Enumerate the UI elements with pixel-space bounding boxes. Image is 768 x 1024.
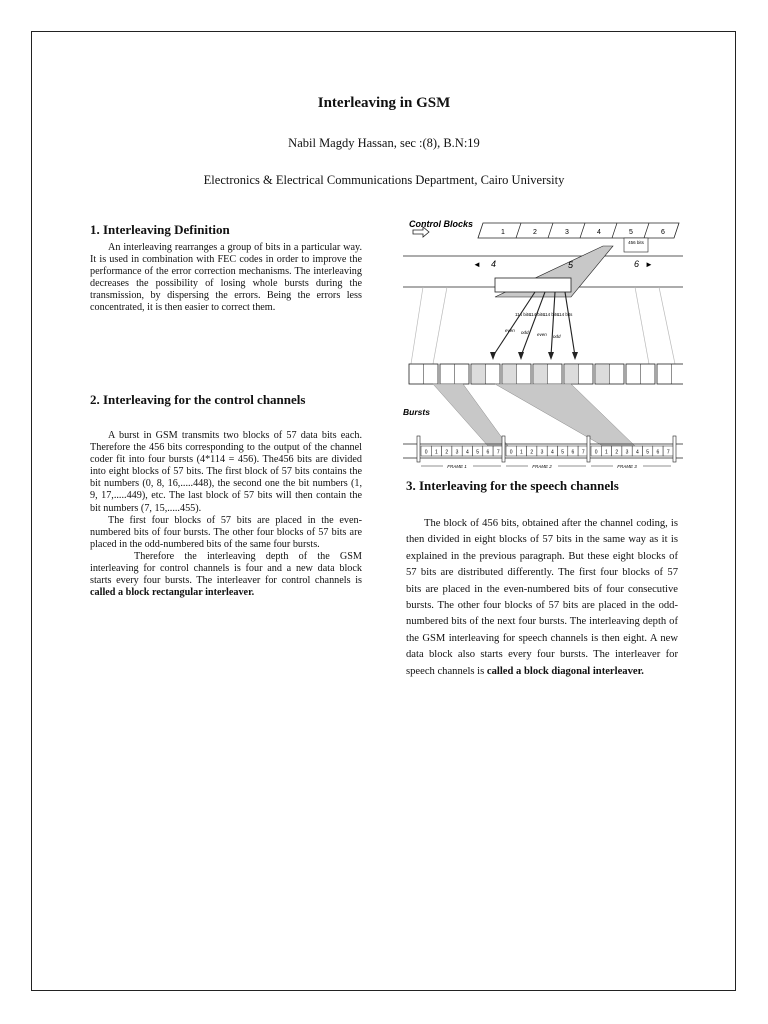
bits-456-label: 456 bits bbox=[628, 240, 644, 245]
control-block-number: 5 bbox=[629, 229, 633, 236]
split-arrow bbox=[493, 292, 535, 356]
frame-label: FRAME 3 bbox=[617, 464, 637, 469]
split-arrow bbox=[565, 292, 575, 356]
burst-funnel-far bbox=[433, 384, 508, 446]
timeslot-number: 4 bbox=[550, 449, 554, 456]
control-blocks-label: Control Blocks bbox=[409, 219, 474, 229]
burst-block-shade bbox=[596, 365, 609, 383]
burst-block-shade bbox=[565, 365, 578, 383]
guide-line bbox=[659, 287, 675, 364]
section-3-paragraph: The block of 456 bits, obtained after the channel coding, is then divided in eight blocks of 57 bits in the same way as it is explained in the previous paragraph. But these eight blocks of 57 bits are distributed differently. The first four blocks of 57 bits are placed in the even-numbered bits of four consecutive bursts. The other four blocks of 57 bits are placed in the odd-numbered bits of the next four bursts. The interleaving depth of the GSM interleaving for speech channels is then eight. A new data block also starts every four bursts. The interleaver for speech channels is bbox=[406, 518, 678, 677]
burst-block bbox=[657, 364, 683, 384]
row2-label-4: 4 bbox=[491, 259, 497, 269]
control-block-number: 3 bbox=[565, 229, 569, 236]
control-block-number: 4 bbox=[597, 229, 601, 236]
timeslot-number: 7 bbox=[666, 449, 670, 456]
frame-marker bbox=[673, 436, 676, 462]
split-parity-label: even bbox=[505, 328, 515, 333]
timeslot-number: 6 bbox=[571, 449, 575, 456]
section-1-paragraph: An interleaving rearranges a group of bits in a particular way. It is used in combination with FEC codes in order to improve the performance of the error correction mechanisms. The interleaving decreases the possibility of losing whole bursts during the transmission, by dispersing the errors. Being the errors less concentrated, it is then easier to correct them. bbox=[90, 242, 362, 314]
block-5-box bbox=[495, 278, 571, 292]
frame-marker bbox=[417, 436, 420, 462]
guide-line bbox=[411, 287, 423, 364]
section-2-bold-term: called a block rectangular interleaver. bbox=[90, 587, 255, 599]
timeslot-number: 2 bbox=[530, 449, 534, 456]
timeslot-number: 3 bbox=[540, 449, 544, 456]
row2-arrow-left: ◄ bbox=[473, 260, 481, 269]
timeslot-number: 0 bbox=[509, 449, 513, 456]
section-2-body bbox=[90, 430, 362, 599]
timeslot-number: 0 bbox=[424, 449, 428, 456]
timeslot-number: 5 bbox=[476, 449, 480, 456]
burst-funnel-left bbox=[495, 384, 635, 446]
split-arrowhead bbox=[572, 352, 578, 360]
control-block-number: 6 bbox=[661, 229, 665, 236]
timeslot-number: 5 bbox=[646, 449, 650, 456]
split-bits-label: 114 bits bbox=[543, 312, 559, 317]
timeslot-number: 4 bbox=[465, 449, 469, 456]
split-arrow bbox=[521, 292, 545, 356]
burst-block-shade bbox=[503, 365, 516, 383]
section-2-paragraph-2: The first four blocks of 57 bits are placed in the even-numbered bits of four bursts. The other four blocks of 57 bits are placed in the odd-numbered bits of the same four bursts. bbox=[90, 514, 362, 550]
split-parity-label: odd bbox=[553, 334, 561, 339]
burst-block-shade bbox=[472, 365, 485, 383]
row2-label-6: 6 bbox=[634, 259, 640, 269]
split-bits-label: 114 bits bbox=[557, 312, 573, 317]
split-bits-label: 114 bits bbox=[515, 312, 531, 317]
section-1-body bbox=[90, 242, 362, 315]
timeslot-number: 1 bbox=[520, 449, 523, 456]
section-3-bold-term: called a block diagonal interleaver. bbox=[486, 665, 644, 677]
timeslot-number: 2 bbox=[615, 449, 619, 456]
timeslot-number: 7 bbox=[581, 449, 585, 456]
timeslot-number: 2 bbox=[445, 449, 449, 456]
control-block-number: 2 bbox=[533, 229, 537, 236]
timeslot-number: 1 bbox=[435, 449, 438, 456]
frame-marker bbox=[587, 436, 590, 462]
interleaving-diagram bbox=[403, 214, 683, 476]
timeslot-number: 3 bbox=[455, 449, 459, 456]
timeslot-number: 7 bbox=[496, 449, 500, 456]
timeslot-number: 6 bbox=[656, 449, 660, 456]
split-arrowhead bbox=[518, 352, 524, 360]
timeslot-number: 0 bbox=[594, 449, 598, 456]
split-bits-label: 114 bits bbox=[529, 312, 545, 317]
control-blocks-strip bbox=[478, 223, 679, 238]
section-2-paragraph-1: A burst in GSM transmits two blocks of 57 data bits each. Therefore the 456 bits corresponding to the output of the channel coder fit into four bursts (4*114 = 456). The456 bits are divided into eight blocks of 57 bits. The first block of 57 bits contains the bit numbers (0, 8, 16,.....448), the second one the bit numbers (1, 9, 17,.....449), etc. The last block of 57 bits will then contain the bit numbers (7, 15,.....455). bbox=[90, 430, 362, 514]
frame-label: FRAME 1 bbox=[447, 464, 467, 469]
frame-marker bbox=[502, 436, 505, 462]
split-arrowhead bbox=[548, 352, 554, 360]
timeslot-number: 4 bbox=[635, 449, 639, 456]
split-arrowhead bbox=[490, 352, 496, 360]
split-parity-label: odd bbox=[521, 330, 529, 335]
author-line: Nabil Magdy Hassan, sec :(8), B.N:19 bbox=[288, 136, 480, 150]
row2-label-5: 5 bbox=[568, 260, 574, 270]
timeslot-number: 1 bbox=[605, 449, 608, 456]
split-arrow bbox=[551, 292, 555, 356]
guide-line bbox=[635, 287, 649, 364]
section-1-heading: 1. Interleaving Definition bbox=[90, 222, 230, 237]
interleaving-figure bbox=[403, 214, 683, 476]
paper-title: Interleaving in GSM bbox=[317, 95, 451, 111]
guide-line bbox=[433, 287, 447, 364]
timeslot-number: 3 bbox=[625, 449, 629, 456]
timeslot-number: 5 bbox=[561, 449, 565, 456]
timeslot-number: 6 bbox=[486, 449, 490, 456]
section-3-body bbox=[406, 516, 678, 680]
affiliation-line: Electronics & Electrical Communications Department, Cairo University bbox=[203, 173, 565, 187]
section-2-paragraph-3: Therefore the interleaving depth of the GSM interleaving for control channels is four and a new data block starts every four bursts. The interleaver for control channels is bbox=[90, 550, 362, 587]
control-block-number: 1 bbox=[501, 229, 505, 236]
section-3-heading: 3. Interleaving for the speech channels bbox=[406, 478, 619, 493]
bursts-label: Bursts bbox=[403, 407, 430, 417]
split-parity-label: even bbox=[537, 332, 547, 337]
burst-block-shade bbox=[534, 365, 547, 383]
section-2-heading: 2. Interleaving for the control channels bbox=[90, 392, 306, 407]
frame-label: FRAME 2 bbox=[532, 464, 552, 469]
row2-arrow-right: ► bbox=[645, 260, 653, 269]
